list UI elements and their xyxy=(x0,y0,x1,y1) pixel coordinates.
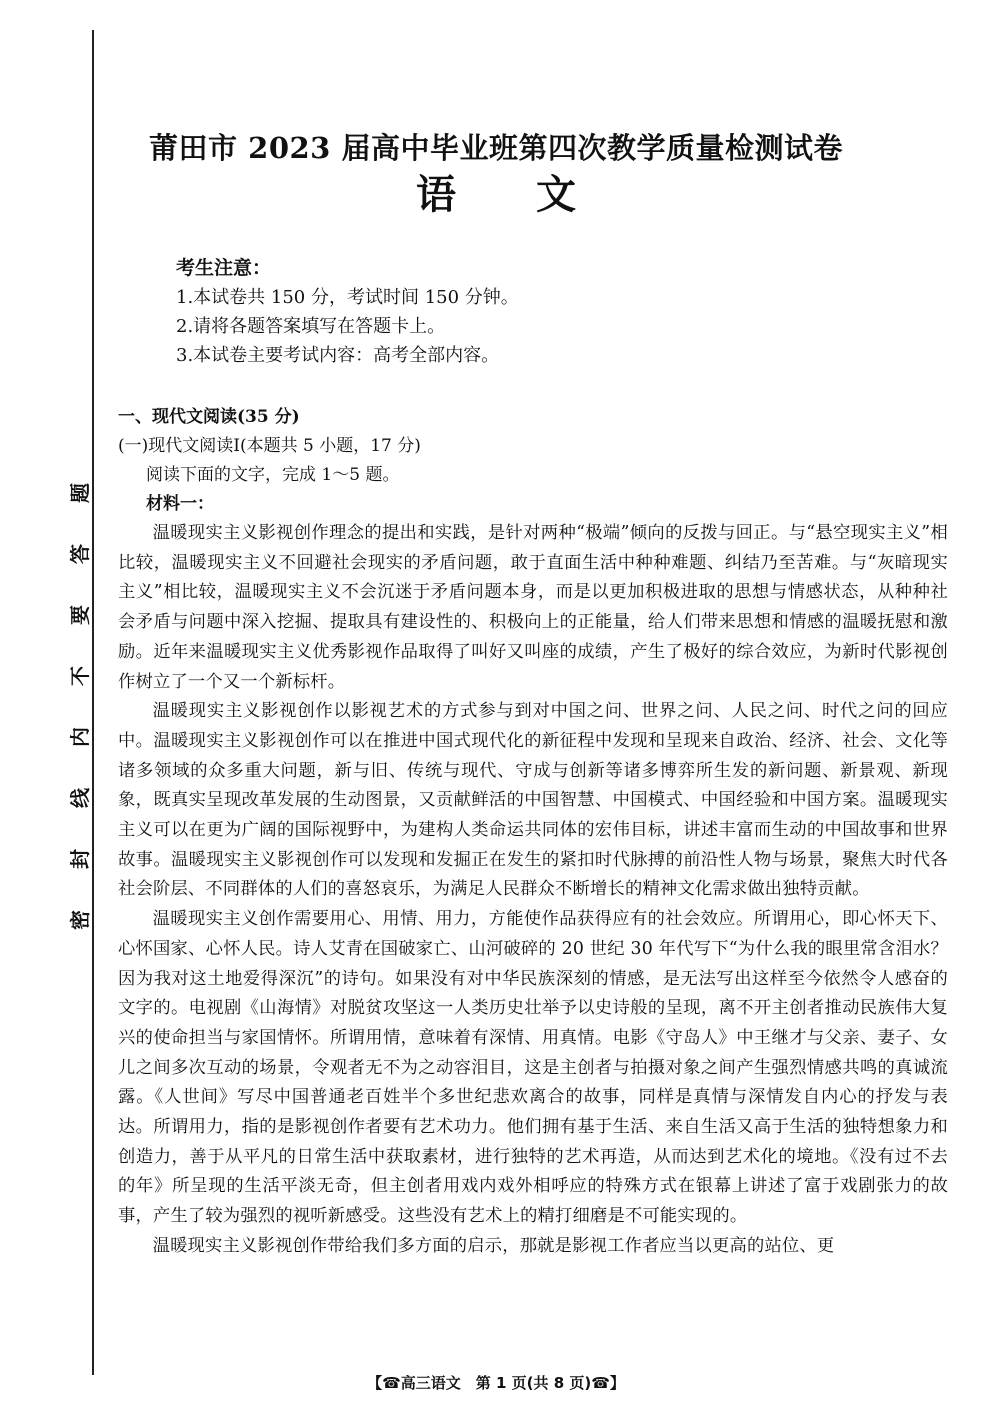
paragraph: 温暖现实主义影视创作以影视艺术的方式参与到对中国之问、世界之问、人民之问、时代之问的回应中。温暖现实主义影视创作可以在推进中国式现代化的新征程中发现和呈现来自政治、经济、社会、文化等诸多领域的众多重大问题，新与旧、传统与现代、守成与创新等诸多博弈所生发的新问题、新景观、新现象，既真实呈现改革发展的生动图景，又贡献鲜活的中国智慧、中国模式、中国经验和中国方案。温暖现实主义可以在更为广阔的国际视野中，为建构人类命运共同体的宏伟目标，讲述丰富而生动的中国故事和世界故事。温暖现实主义影视创作可以发现和发掘正在发生的紧扣时代脉搏的前沿性人物与场景，聚焦大时代各社会阶层、不同群体的人们的喜怒哀乐，为满足人民群众不断增长的精神文化需求做出独特贡献。 xyxy=(118,701,948,900)
section-heading: 一、现代文阅读(35 分) xyxy=(118,407,300,427)
notice-item: 2.请将各题答案填写在答题卡上。 xyxy=(176,316,446,337)
notice-item: 3.本试卷主要考试内容：高考全部内容。 xyxy=(176,345,500,366)
seal-char: 答 xyxy=(68,544,92,564)
page-footer: 【☎高三语文 第 1 页(共 8 页)☎】 xyxy=(367,1374,625,1392)
paragraph: 温暖现实主义影视创作带给我们多方面的启示，那就是影视工作者应当以更高的站位、更 xyxy=(152,1235,835,1256)
exam-title: 莆田市 2023 届高中毕业班第四次教学质量检测试卷 xyxy=(149,131,843,165)
notice-heading: 考生注意： xyxy=(176,257,272,279)
binding-seal-text xyxy=(68,480,98,968)
seal-char: 要 xyxy=(68,605,92,625)
subsection-heading: (一)现代文阅读Ⅰ(本题共 5 小题，17 分) xyxy=(118,436,421,456)
notice-block xyxy=(176,254,519,370)
seal-char: 线 xyxy=(68,788,92,808)
seal-char: 密 xyxy=(68,910,92,930)
subject-title: 语文 xyxy=(416,171,656,218)
seal-char: 内 xyxy=(68,727,92,747)
seal-char: 封 xyxy=(68,849,92,869)
paragraph: 温暖现实主义创作需要用心、用情、用力，方能使作品获得应有的社会效应。所谓用心，即心怀天下、心怀国家、心怀人民。诗人艾青在国破家亡、山河破碎的 20 世纪 30 年代写下“为什么我的眼里常含泪水？因为我对这土地爱得深沉”的诗句。如果没有对中华民族深刻的情感，是无法写出这样至今依然令人感奋的文字的。电视剧《山海情》对脱贫攻坚这一人类历史壮举予以史诗般的呈现，离不开主创者推动民族伟大复兴的使命担当与家国情怀。所谓用情，意味着有深情、用真情。电影《守岛人》中王继才与父亲、妻子、女儿之间多次互动的场景，令观者无不为之动容泪目，这是主创者与拍摄对象之间产生强烈情感共鸣的真诚流露。《人世间》写尽中国普通老百姓半个多世纪悲欢离合的故事，同样是真情与深情发自内心的抒发与表达。所谓用力，指的是影视创作者要有艺术功力。他们拥有基于生活、来自生活又高于生活的独特想象力和创造力，善于从平凡的日常生活中获取素材，进行独特的艺术再造，从而达到艺术化的境地。《没有过不去的年》所呈现的生活平淡无奇，但主创者用戏内戏外相呼应的特殊方式在银幕上讲述了富于戏剧张力的故事，产生了较为强烈的视听新感受。这些没有艺术上的精打细磨是不可能实现的。 xyxy=(118,909,948,1227)
reading-section xyxy=(118,403,948,1262)
notice-item: 1.本试卷共 150 分，考试时间 150 分钟。 xyxy=(176,287,519,308)
instruction: 阅读下面的文字，完成 1～5 题。 xyxy=(146,465,400,485)
paragraph: 温暖现实主义影视创作理念的提出和实践，是针对两种“极端”倾向的反拨与回正。与“悬空现实主义”相比较，温暖现实主义不回避社会现实的矛盾问题，敢于直面生活中种种难题、纠结乃至苦难。与“灰暗现实主义”相比较，温暖现实主义不会沉迷于矛盾问题本身，而是以更加积极进取的思想与情感状态，从种种社会矛盾与问题中深入挖掘、提取具有建设性的、积极向上的正能量，给人们带来思想和情感的温暖抚慰和激励。近年来温暖现实主义优秀影视作品取得了叫好又叫座的成绩，产生了极好的综合效应，为新时代影视创作树立了一个又一个新标杆。 xyxy=(118,523,948,692)
material-label: 材料一： xyxy=(146,494,214,514)
seal-char: 题 xyxy=(68,483,92,503)
seal-char: 不 xyxy=(68,666,92,686)
